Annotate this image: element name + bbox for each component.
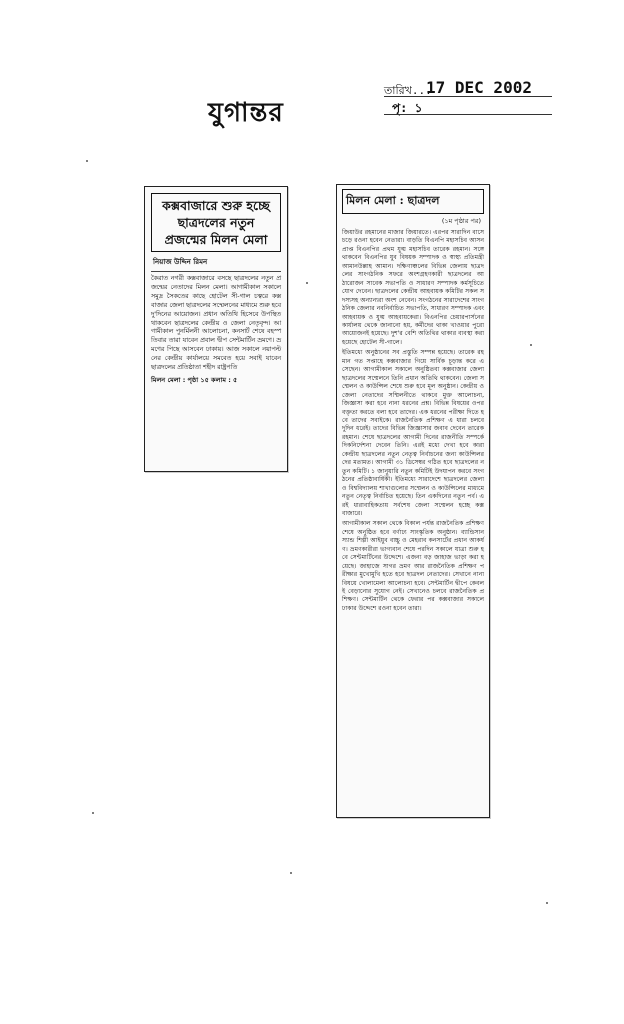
left-article-body [151,275,281,373]
stamp-rule-lower [384,114,552,115]
right-article-body [342,229,484,613]
scan-speck [546,902,548,904]
byline: নিয়াজ উদ্দিন রিমন [153,258,208,266]
left-clipping [144,186,288,472]
article-paragraph: জিয়াউর রহমানের মাজার জিয়ারতে। এরপর সারাদিন বাসে চড়ে রওনা হবেন নেতারা। বাড়তি বিএনপি মহাসচিব আসনপ্রাপ্ত বিএনপির প্রথম যুগ্ম মহাসচিব তারেক রহমান। সঙ্গে থাকবেন বিএনপির যুব বিষয়ক সম্পাদক ও স্বাস্থ্য প্রতিমন্ত্রী আমানউল্লাহ আমান। দক্ষিণাঞ্চলের বিভিন্ন জেলায় ছাত্রদলের সাংগঠনিক সফরে অংশগ্রহণকারী ছাত্রদলের আঠারোজন সাবেক সভাপতি ও সাধারণ সম্পাদক কর্মসূচিতে যোগ দেবেন। ছাত্রদলের কেন্দ্রীয় আহবায়ক কমিটির সকল সদস্যসহ অন্যান্যরা অংশ নেবেন। সংগঠনের সারাদেশের সাংগঠনিক জেলার নবনির্বাচিত সভাপতি, সাধারণ সম্পাদক এবং আহবায়ক ও যুগ্ম আহবায়কেরা। বিএনপির চেয়ারপার্সনের কার্যালয় থেকে জানানো হয়, কর্মীদের থাকা খাওয়ার পুরো আয়োজনই হয়েছে। দুশ'র বেশি অতিথির থাকার ব্যবস্থা করা হয়েছে হোটেল সী-গালে। [342,229,484,346]
scan-speck [86,160,88,162]
right-headline: মিলন মেলা : ছাত্রদল [342,189,484,214]
continued-from-note: (১ম পৃষ্ঠার পর) [441,217,481,225]
scan-speck [290,872,292,874]
right-clipping [336,184,490,818]
continuation-note: মিলন মেলা : পৃষ্ঠা ১৫ কলাম : ৫ [151,375,238,384]
date-stamp [384,76,552,116]
article-paragraph: কৈরাত নগরী কক্সবাজারে বসছে ছাত্রদলের নতুন প্রজন্মের নেতাদের মিলন মেলা। আগামীকাল সকালে সমুদ্র সৈকতের কাছে হোটেল সী-গাল চত্বরে কক্সবাজার জেলা ছাত্রদলের সম্মেলনের মাধ্যমে শুরু হবে দু'দিনের আয়োজন। প্রধান অতিথি হিসেবে উপস্থিত থাকবেন ছাত্রদলের কেন্দ্রীয় ও জেলা নেতৃবৃন্দ। আগামীকাল পুনর্মিলনী আলোচনা, কনসার্ট শেষে বহস্পতিবার তারা যাবেন প্রবাল দ্বীপ সেন্টমার্টিন ভ্রমণে। ভ্রমণের পিছে আসবেন ঢাকায়। আজ সকালে নয়াপল্টনের কেন্দ্রীয় কার্যালয়ে সমবেত হয়ে সবাই যাবেন ছাত্রদলের প্রতিষ্ঠাতা শহীদ রাষ্ট্রপতি [151,275,281,372]
article-paragraph: আগামীকাল সকাল থেকে বিকাল পর্যন্ত রাজনৈতিক প্রশিক্ষণ শেষে অনুষ্ঠিত হবে বর্ণাঢ্য সাংস্কৃতিক অনুষ্ঠান। ব্যান্ডিসান স্যান্ড শিল্পী আইয়ুব বাচ্চু ও মেহরাব কনসার্টের প্রধান আকর্ষণ। ভ্রমণকারীরা ভাগ্যবান শেষে পরদিন সকালে যাত্রা শুরু হবে সেন্টমার্টিনের উদ্দেশে। এজন্য বড় জাহাজ ভাড়া করা হয়েছে। জাহাজে সাগর ভ্রমণ আর রাজনৈতিক প্রশিক্ষণ পরীক্ষার মুখোমুখি হতে হবে ছাত্রদল নেতাদের। সেখানে নানা বিষয়ে খোলামেলা আলোচনা হবে। সেন্টমার্টিন দ্বীপে কেবলই বেড়ানোর সুযোগ নেই। সেখানেও চলবে রাজনৈতিক প্রশিক্ষণ। সেন্টমার্টিন থেকে ফেরার পর কক্সবাজার সকালে ঢাকার উদ্দেশে রওনা হবেন তারা। [342,520,484,612]
newspaper-masthead: যুগান্তর [208,98,284,128]
stamp-rule [384,96,552,97]
divider [151,271,281,272]
scan-speck [92,812,94,814]
left-headline [151,193,281,252]
article-paragraph: ইতিমধ্যে অনুষ্ঠানের সব প্রস্তুতি সম্পন্ন হয়েছে। তারেক রহমান গত সপ্তাহে কক্সবাজার গিয়ে সার্বিক চূড়ান্ত করে এসেছেন। আগামীকাল সকালে অনুষ্ঠিতব্য কক্সবাজার জেলা ছাত্রদলের সম্মেলনে তিনি প্রধান অতিথি থাকবেন। জেলা সম্মেলন ও কাউন্সিল শেষে শুরু হবে মূল অনুষ্ঠান। কেন্দ্রীয় ও জেলা নেতাদের সম্মিলনীতে থাকবে মুক্ত আলোচনা, জিজ্ঞাসা করা হবে নানা ধরনের প্রশ্ন। বিভিন্ন বিষয়ের ওপর বক্তৃতা করতে বলা হবে তাদের। এক ধরনের পরীক্ষা দিতে হবে তাদের সবাইকে। রাজনৈতিক প্রশিক্ষণ এ ধারা চলবে দুদিন ধরেই। তাদের বিভিন্ন জিজ্ঞাসার জবাব দেবেন তারেক রহমান। শেষে ছাত্রদলের আগামী দিনের রাজনীতি সম্পর্কে দিকনির্দেশনা দেবেন তিনি। এরই মধ্যে দেখা হবে কারা কেন্দ্রীয় ছাত্রদলের নতুন নেতৃত্ব নির্বাচনের জন্য কাউন্সিলরদের মতামত। আগামী ৩১ ডিসেম্বর গঠিত হবে ছাত্রদলের নতুন কমিটি। ১ জানুয়ারি নতুন কমিটিই উদযাপন করবে সংগঠনের প্রতিষ্ঠাবার্ষিকী। ইতিমধ্যে সারাদেশে ছাত্রদলের জেলা ও বিশ্ববিদ্যালয় শাখাগুলোর সম্মেলন ও কাউন্সিলের মাধ্যমে নতুন নেতৃত্ব নির্বাচিত হয়েছে। তিন একদিনের নতুন পর্ব। এরই ধারাবাহিকতায় সর্বশেষ জেলা সম্মেলন হচ্ছে কক্সবাজারে। [342,349,484,517]
clipping-date: 17 DEC 2002 [426,78,532,97]
scan-speck [530,344,532,346]
headline-line: ছাত্রদলের নতুন [177,215,255,230]
headline-line: কক্সবাজারে শুরু হচ্ছে [162,198,270,213]
scan-speck [306,282,308,284]
headline-line: প্রজন্মের মিলন মেলা [164,232,268,247]
page-reference: পৃ: ১ [392,101,423,115]
date-prefix: তারিখ... [384,84,432,97]
